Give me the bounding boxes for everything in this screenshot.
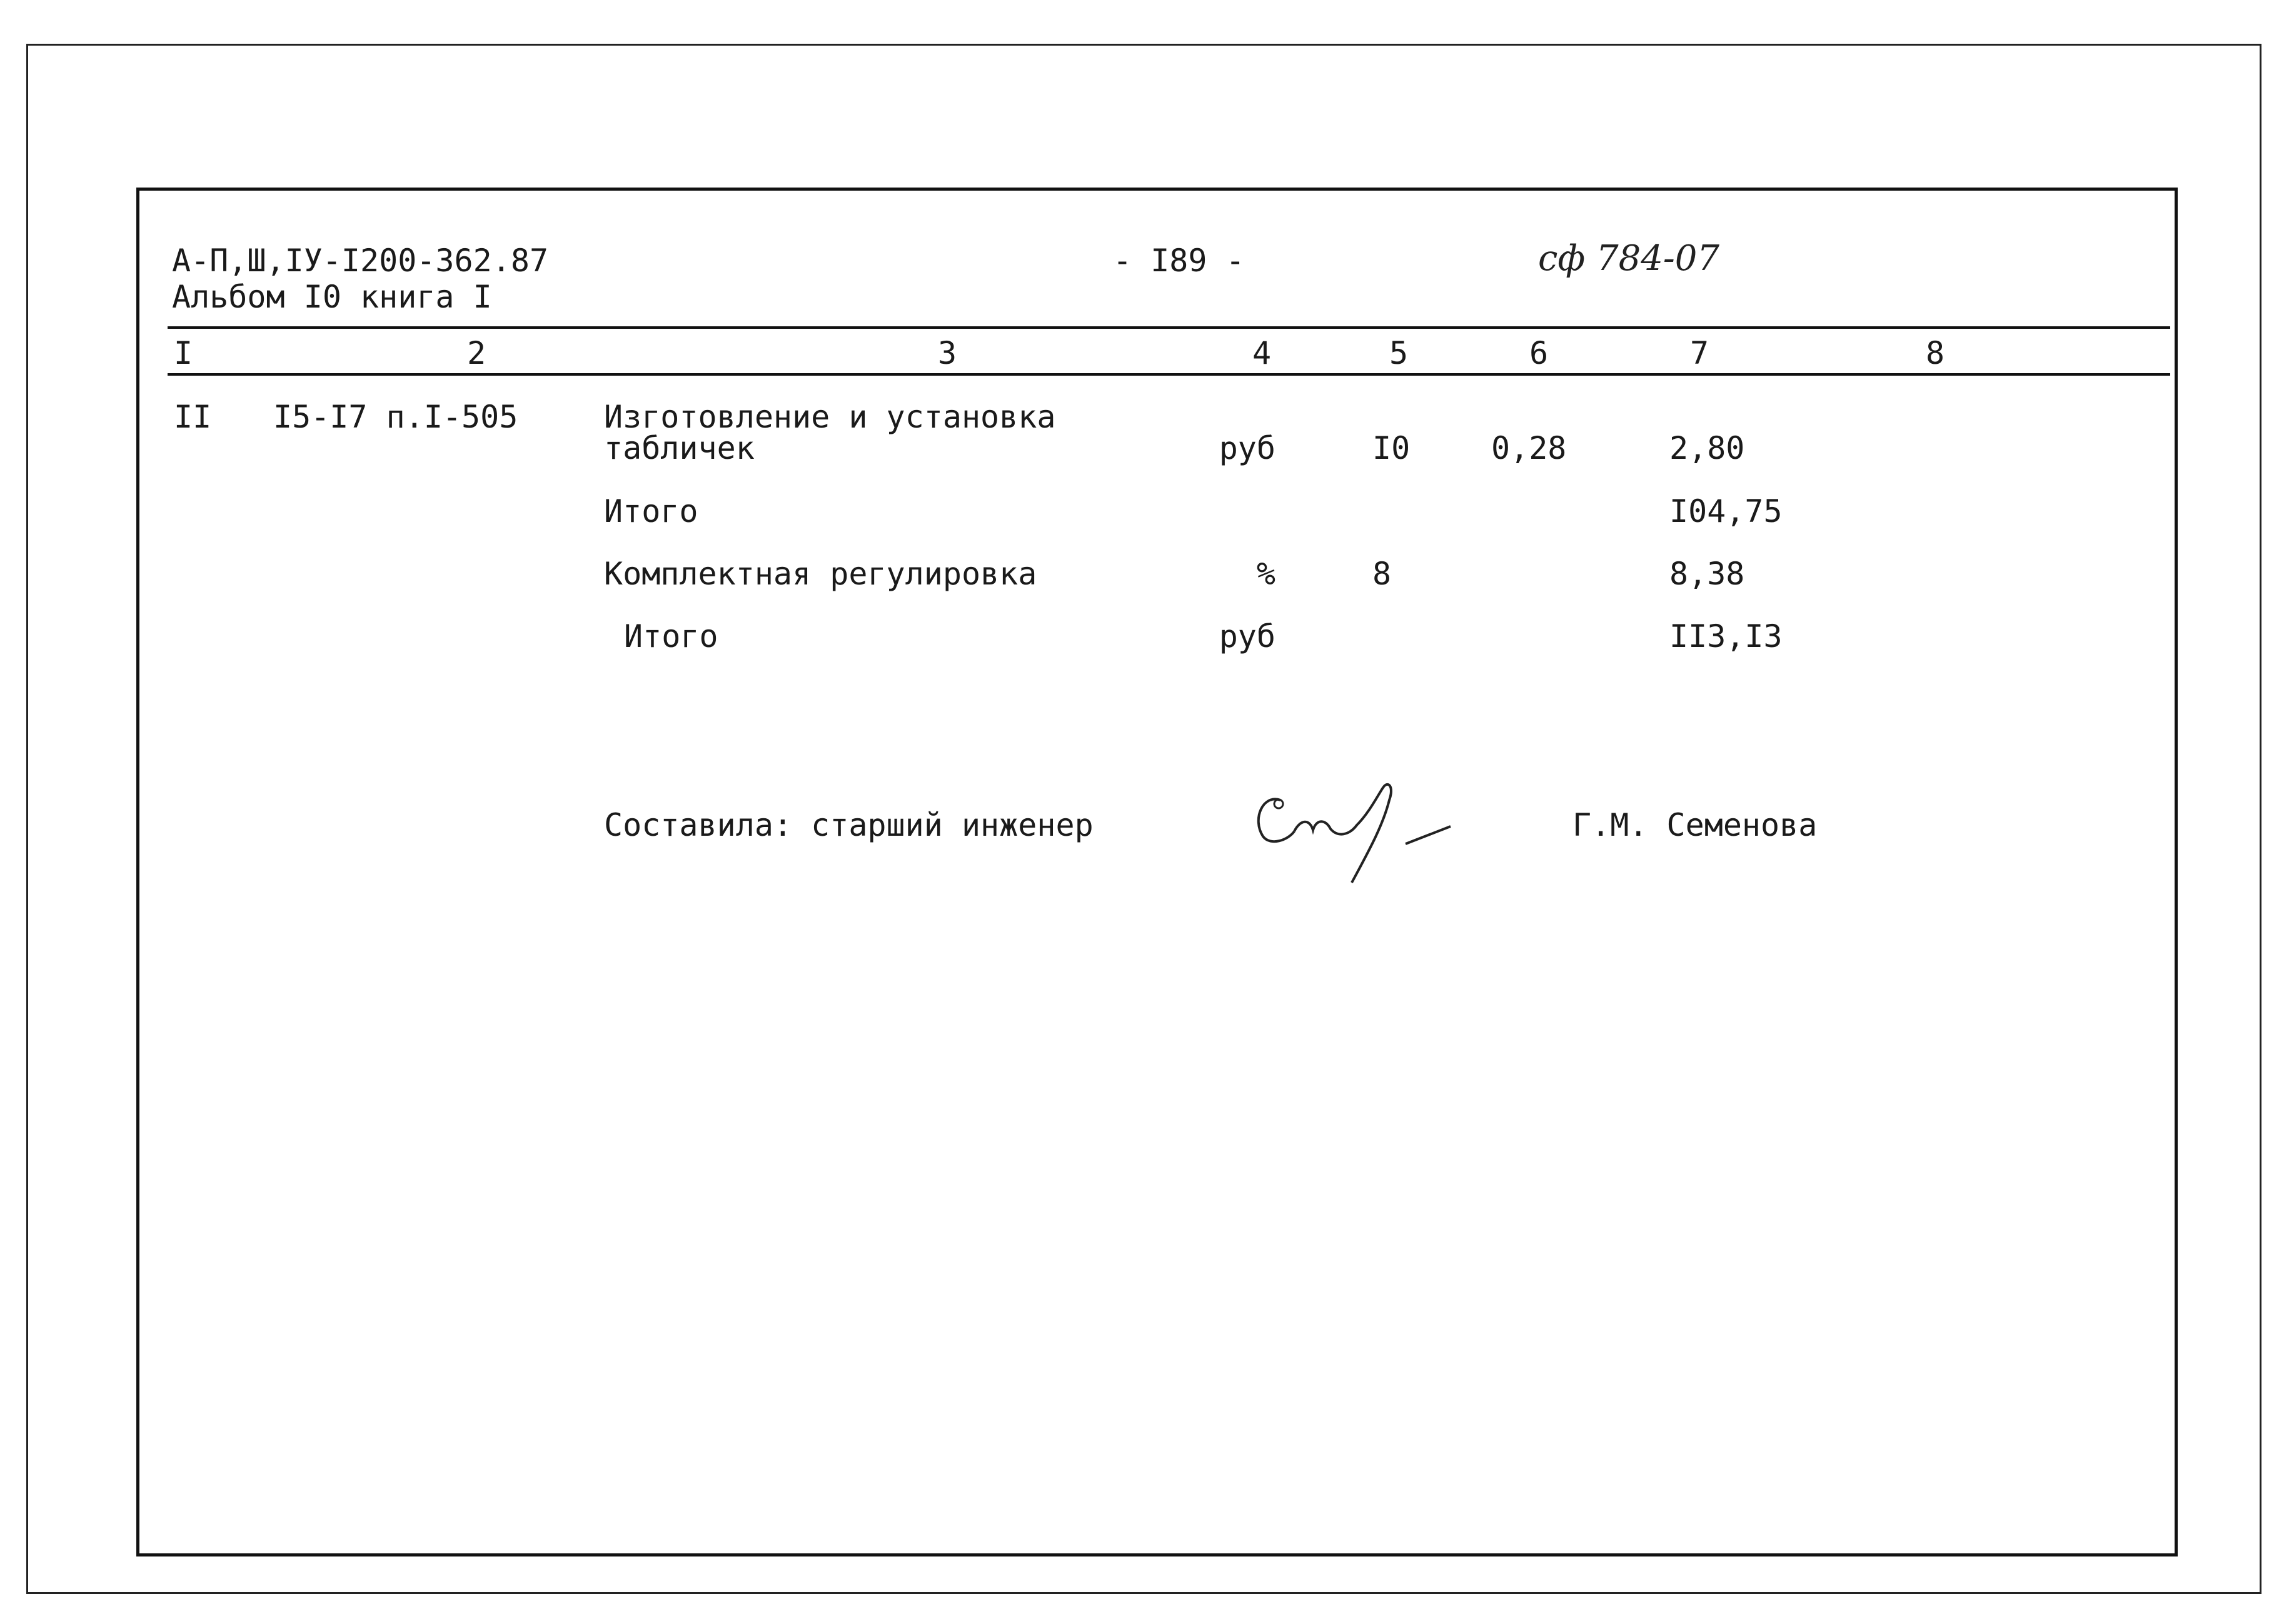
- header-rule-top: [168, 326, 2170, 329]
- column-header-1: I: [174, 335, 193, 371]
- compiled-by-label: Составила: старший инженер: [604, 807, 1094, 843]
- column-header-3: 3: [937, 335, 957, 371]
- column-header-6: 6: [1529, 335, 1549, 371]
- handwritten-reference: сф 784-07: [1538, 238, 1720, 279]
- row-1-total: 2,80: [1669, 430, 1745, 466]
- row-1-quantity: I0: [1372, 430, 1411, 466]
- album-label: Альбом I0 книга I: [172, 279, 492, 315]
- page-number: - I89 -: [1113, 243, 1245, 279]
- column-header-8: 8: [1925, 335, 1945, 371]
- column-header-2: 2: [466, 335, 486, 371]
- adjustment-percent: 8: [1372, 556, 1392, 592]
- subtotal-label: Итого: [604, 493, 698, 529]
- column-header-7: 7: [1689, 335, 1709, 371]
- grand-total-value: II3,I3: [1669, 618, 1783, 654]
- row-1-description-line1: Изготовление и установка: [604, 399, 1056, 435]
- grand-total-label: Итого: [624, 618, 718, 654]
- row-1-price: 0,28: [1491, 430, 1567, 466]
- header-rule-bottom: [168, 373, 2170, 376]
- row-1-reference: I5-I7 п.I-505: [273, 399, 518, 435]
- inner-frame: [136, 188, 2178, 1556]
- row-1-unit: руб: [1219, 430, 1275, 466]
- column-header-5: 5: [1389, 335, 1409, 371]
- grand-total-unit: руб: [1219, 618, 1275, 654]
- adjustment-unit: %: [1256, 556, 1275, 592]
- row-1-description-line2: табличек: [604, 430, 755, 466]
- document-code: А-П,Ш,IУ-I200-362.87: [172, 243, 549, 279]
- subtotal-value: I04,75: [1669, 493, 1783, 529]
- column-header-4: 4: [1252, 335, 1272, 371]
- adjustment-label: Комплектная регулировка: [604, 556, 1037, 592]
- row-1-number: II: [174, 399, 212, 435]
- engineer-name: Г.М. Семенова: [1572, 807, 1818, 843]
- adjustment-total: 8,38: [1669, 556, 1745, 592]
- handwritten-signature: [1244, 775, 1519, 900]
